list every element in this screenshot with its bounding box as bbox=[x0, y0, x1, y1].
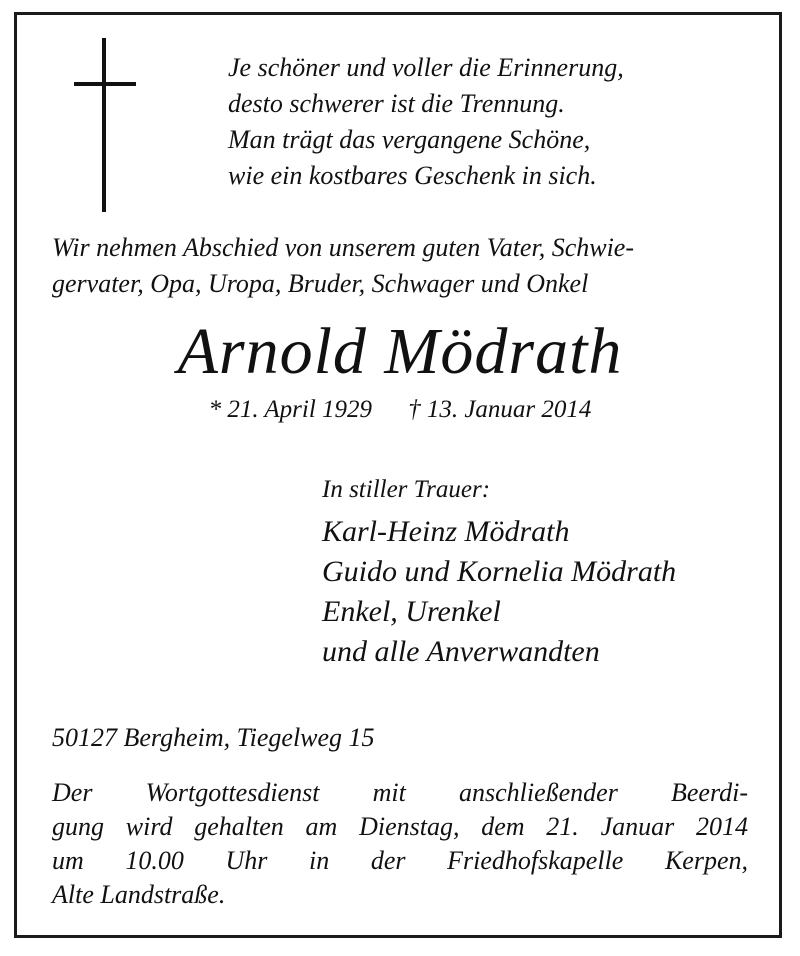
deceased-name: Arnold Mödrath bbox=[177, 315, 623, 388]
poem-line: desto schwerer ist die Trennung. bbox=[228, 89, 565, 118]
poem bbox=[228, 50, 624, 194]
service-line: gung wird gehalten am Dienstag, dem 21. Januar 2014 bbox=[52, 812, 748, 841]
family-address: 50127 Bergheim, Tiegelweg 15 bbox=[52, 723, 375, 752]
intro-line: Wir nehmen Abschied von unserem guten Vater, Schwie- bbox=[52, 233, 634, 262]
cross-horizontal-bar bbox=[74, 82, 136, 86]
death-date: † 13. Januar 2014 bbox=[408, 396, 592, 423]
mourner-entry: und alle Anverwandten bbox=[322, 635, 600, 668]
service-line: Alte Landstraße. bbox=[52, 880, 226, 909]
cross-vertical-bar bbox=[102, 38, 106, 212]
mourning-label: In stiller Trauer: bbox=[322, 476, 491, 503]
poem-line: Je schöner und voller die Erinnerung, bbox=[228, 53, 624, 82]
mourner-entry: Enkel, Urenkel bbox=[322, 595, 501, 628]
poem-line: wie ein kostbares Geschenk in sich. bbox=[228, 161, 597, 190]
mourner-entry: Guido und Kornelia Mödrath bbox=[322, 555, 677, 588]
service-line: um 10.00 Uhr in der Friedhofskapelle Kerpen, bbox=[52, 846, 748, 875]
poem-line: Man trägt das vergangene Schöne, bbox=[228, 125, 591, 154]
farewell-intro bbox=[52, 230, 752, 302]
mourner-entry: Karl-Heinz Mödrath bbox=[322, 515, 570, 548]
intro-line: gervater, Opa, Uropa, Bruder, Schwager und Onkel bbox=[52, 269, 589, 298]
service-info bbox=[52, 776, 748, 912]
birth-date: * 21. April 1929 bbox=[208, 396, 373, 423]
life-dates bbox=[0, 394, 800, 426]
mourners-list bbox=[322, 512, 676, 672]
service-line: Der Wortgottesdienst mit anschließender Beerdi- bbox=[52, 778, 748, 807]
